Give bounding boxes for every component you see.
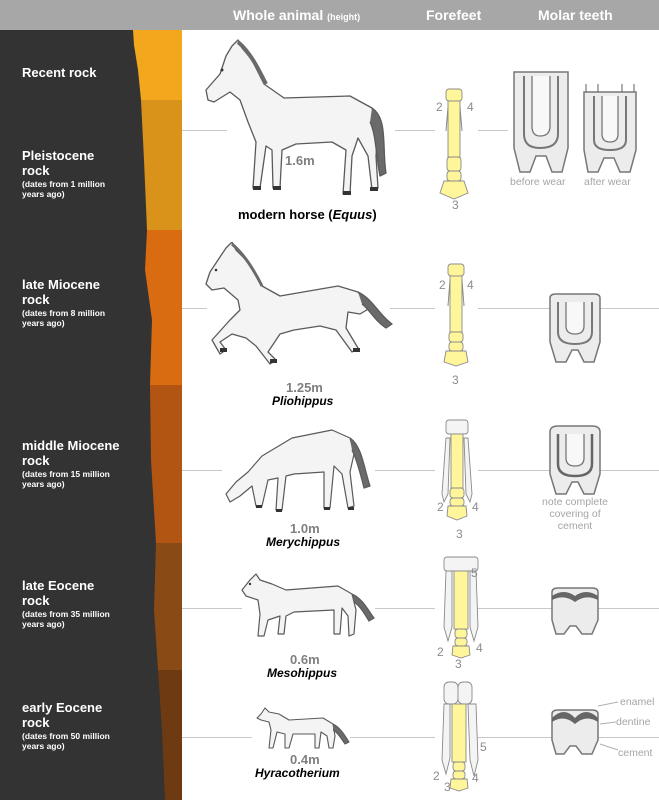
rock-date-late-eocene: (dates from 35 million years ago) bbox=[22, 609, 110, 629]
toe-number-equus-2: 2 bbox=[436, 100, 443, 114]
name-label-mesohippus: Mesohippus bbox=[267, 666, 338, 680]
rock-label-recent: Recent rock bbox=[22, 65, 97, 80]
molar-hyracotherium bbox=[548, 706, 602, 756]
toe-number-hyracotherium-2: 2 bbox=[433, 769, 440, 783]
toe-number-pliohippus-3: 3 bbox=[452, 373, 459, 387]
toe-number-hyracotherium-5: 5 bbox=[480, 740, 487, 754]
hyracotherium-forefoot-bones bbox=[438, 680, 488, 795]
toe-number-mesohippus-3: 3 bbox=[455, 657, 462, 671]
guide-line-mesohippus-mid bbox=[375, 608, 435, 609]
column-header-height-note: (height) bbox=[327, 12, 361, 22]
label-cement: cement bbox=[618, 747, 653, 759]
rock-strata-column bbox=[0, 30, 182, 800]
guide-line-merychippus-mid bbox=[375, 470, 435, 471]
column-header-whole-animal: Whole animal (height) bbox=[233, 7, 361, 23]
stratum-recent bbox=[133, 30, 182, 100]
hyracotherium-illustration bbox=[255, 700, 350, 755]
stratum-pleistocene bbox=[141, 100, 182, 230]
toe-number-merychippus-4: 4 bbox=[472, 500, 479, 514]
column-header-molar-teeth: Molar teeth bbox=[538, 7, 613, 23]
guide-line-merychippus-left bbox=[182, 470, 222, 471]
note-complete-cement: note complete covering of cement bbox=[542, 496, 608, 532]
molar-pliohippus bbox=[546, 292, 604, 364]
rock-label-early-eocene: early Eocene rock (dates from 50 million years ago) bbox=[22, 700, 117, 751]
toe-number-merychippus-3: 3 bbox=[456, 527, 463, 541]
name-label-equus: modern horse (Equus) bbox=[238, 207, 377, 222]
label-before-wear: before wear bbox=[510, 176, 566, 188]
rock-label-pleistocene: Pleistocene rock (dates from 1 million years ago) bbox=[22, 148, 117, 199]
stratum-middle-miocene bbox=[150, 385, 182, 543]
rock-date-middle-miocene: (dates from 15 million years ago) bbox=[22, 469, 110, 489]
rock-label-late-miocene: late Miocene rock (dates from 8 million years ago) bbox=[22, 277, 117, 328]
height-label-mesohippus: 0.6m bbox=[290, 652, 320, 667]
guide-line-pliohippus-mid bbox=[390, 308, 435, 309]
column-header-forefeet: Forefeet bbox=[426, 7, 482, 23]
guide-line-equus-mid bbox=[395, 130, 435, 131]
rock-date-late-miocene: (dates from 8 million years ago) bbox=[22, 308, 106, 328]
rock-date-pleistocene: (dates from 1 million years ago) bbox=[22, 179, 106, 199]
toe-number-pliohippus-2: 2 bbox=[439, 278, 446, 292]
molar-after-wear bbox=[580, 84, 640, 174]
label-enamel: enamel bbox=[620, 696, 655, 708]
rock-label-late-eocene: late Eocene rock (dates from 35 million years ago) bbox=[22, 578, 112, 629]
toe-number-equus-3: 3 bbox=[452, 198, 459, 212]
toe-number-hyracotherium-4: 4 bbox=[472, 771, 479, 785]
name-label-merychippus: Merychippus bbox=[266, 535, 341, 549]
molar-merychippus bbox=[546, 424, 604, 496]
toe-number-pliohippus-4: 4 bbox=[467, 278, 474, 292]
guide-line-hyracotherium-mid bbox=[350, 737, 435, 738]
toe-number-merychippus-2: 2 bbox=[437, 500, 444, 514]
guide-line-equus-right bbox=[478, 130, 508, 131]
molar-before-wear bbox=[510, 68, 572, 174]
guide-line-mesohippus-left bbox=[182, 608, 242, 609]
equus-illustration bbox=[200, 38, 400, 213]
toe-number-mesohippus-5: 5 bbox=[471, 566, 478, 580]
header-bar bbox=[0, 0, 659, 30]
toe-number-mesohippus-2: 2 bbox=[437, 645, 444, 659]
teeth-label-pointers bbox=[596, 700, 620, 755]
height-label-pliohippus: 1.25m bbox=[286, 380, 323, 395]
toe-number-equus-4: 4 bbox=[467, 100, 474, 114]
stratum-late-eocene bbox=[154, 543, 182, 670]
merychippus-illustration bbox=[222, 420, 377, 520]
molar-mesohippus bbox=[548, 586, 602, 636]
height-label-hyracotherium: 0.4m bbox=[290, 752, 320, 767]
name-label-hyracotherium: Hyracotherium bbox=[255, 766, 340, 780]
height-label-merychippus: 1.0m bbox=[290, 521, 320, 536]
toe-number-hyracotherium-3: 3 bbox=[444, 780, 451, 794]
label-dentine: dentine bbox=[616, 716, 651, 728]
height-label-equus: 1.6m bbox=[285, 153, 315, 168]
guide-line-hyracotherium-left bbox=[182, 737, 252, 738]
name-label-pliohippus: Pliohippus bbox=[272, 394, 334, 408]
mesohippus-illustration bbox=[238, 566, 378, 646]
label-after-wear: after wear bbox=[584, 176, 631, 188]
toe-number-mesohippus-4: 4 bbox=[476, 641, 483, 655]
pliohippus-illustration bbox=[198, 242, 393, 372]
rock-date-early-eocene: (dates from 50 million years ago) bbox=[22, 731, 110, 751]
rock-label-middle-miocene: middle Miocene rock (dates from 15 million years ago) bbox=[22, 438, 132, 489]
